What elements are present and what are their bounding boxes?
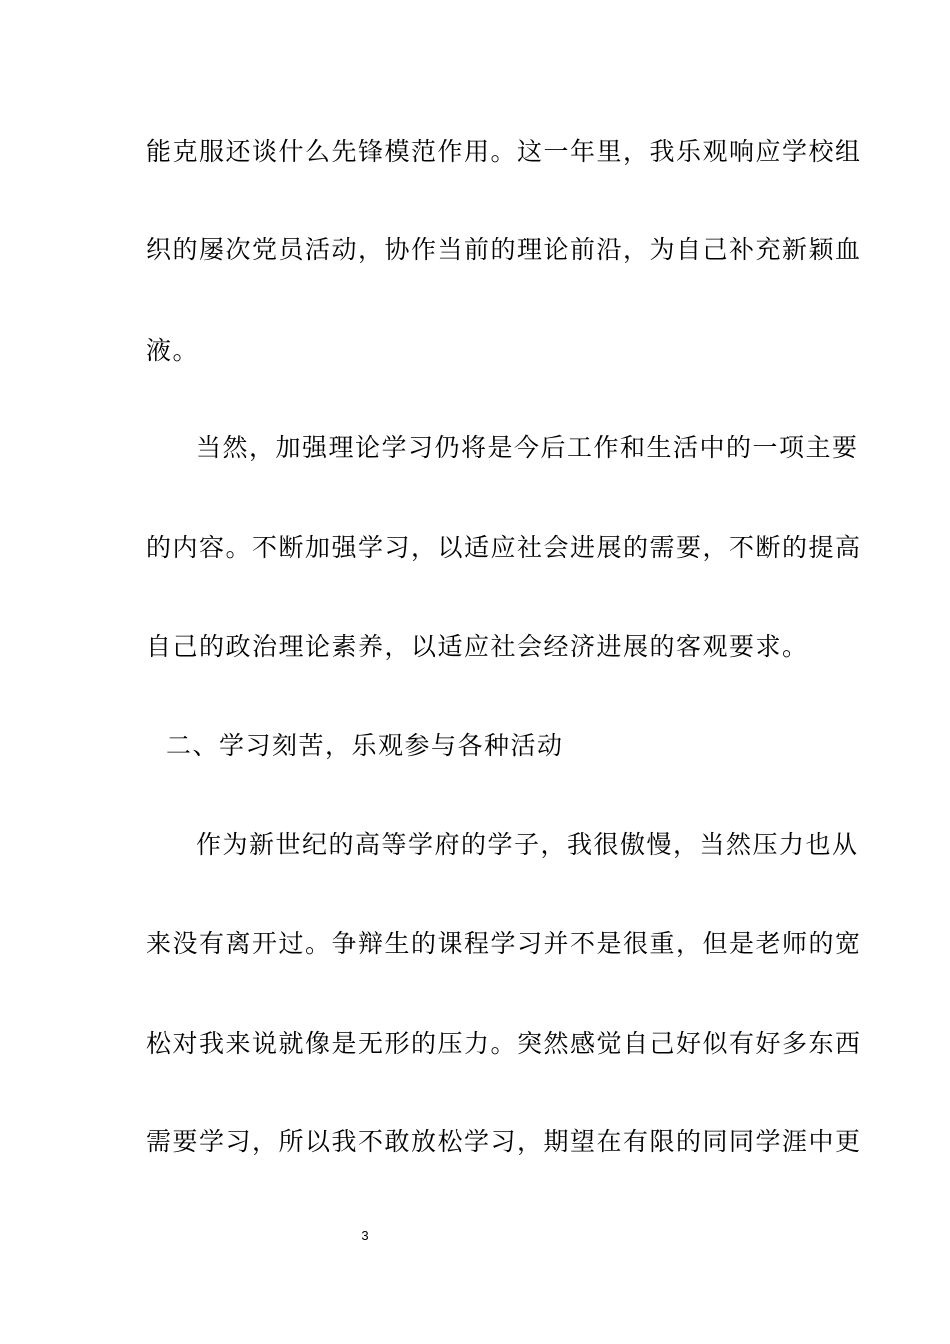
text-line: 能克服还谈什么先锋模范作用。这一年里，我乐观响应学校组: [146, 137, 862, 166]
page-number: 3: [361, 1228, 369, 1243]
paragraph-first-line: 作为新世纪的高等学府的学子，我很傲慢，当然压力也从: [196, 830, 859, 859]
text-line: 来没有离开过。争辩生的课程学习并不是很重，但是老师的宽: [146, 929, 862, 958]
paragraph-first-line: 当然，加强理论学习仍将是今后工作和生活中的一项主要: [196, 433, 859, 462]
text-line: 的内容。不断加强学习，以适应社会进展的需要，不断的提高: [146, 533, 862, 562]
text-line: 松对我来说就像是无形的压力。突然感觉自己好似有好多东西: [146, 1029, 862, 1058]
text-line: 液。: [146, 336, 200, 365]
text-line: 织的屡次党员活动，协作当前的理论前沿，为自己补充新颖血: [146, 235, 862, 264]
text-line: 需要学习，所以我不敢放松学习，期望在有限的同同学涯中更: [146, 1127, 862, 1156]
section-heading: 二、学习刻苦，乐观参与各种活动: [166, 731, 564, 760]
text-line: 自己的政治理论素养，以适应社会经济进展的客观要求。: [146, 632, 809, 661]
